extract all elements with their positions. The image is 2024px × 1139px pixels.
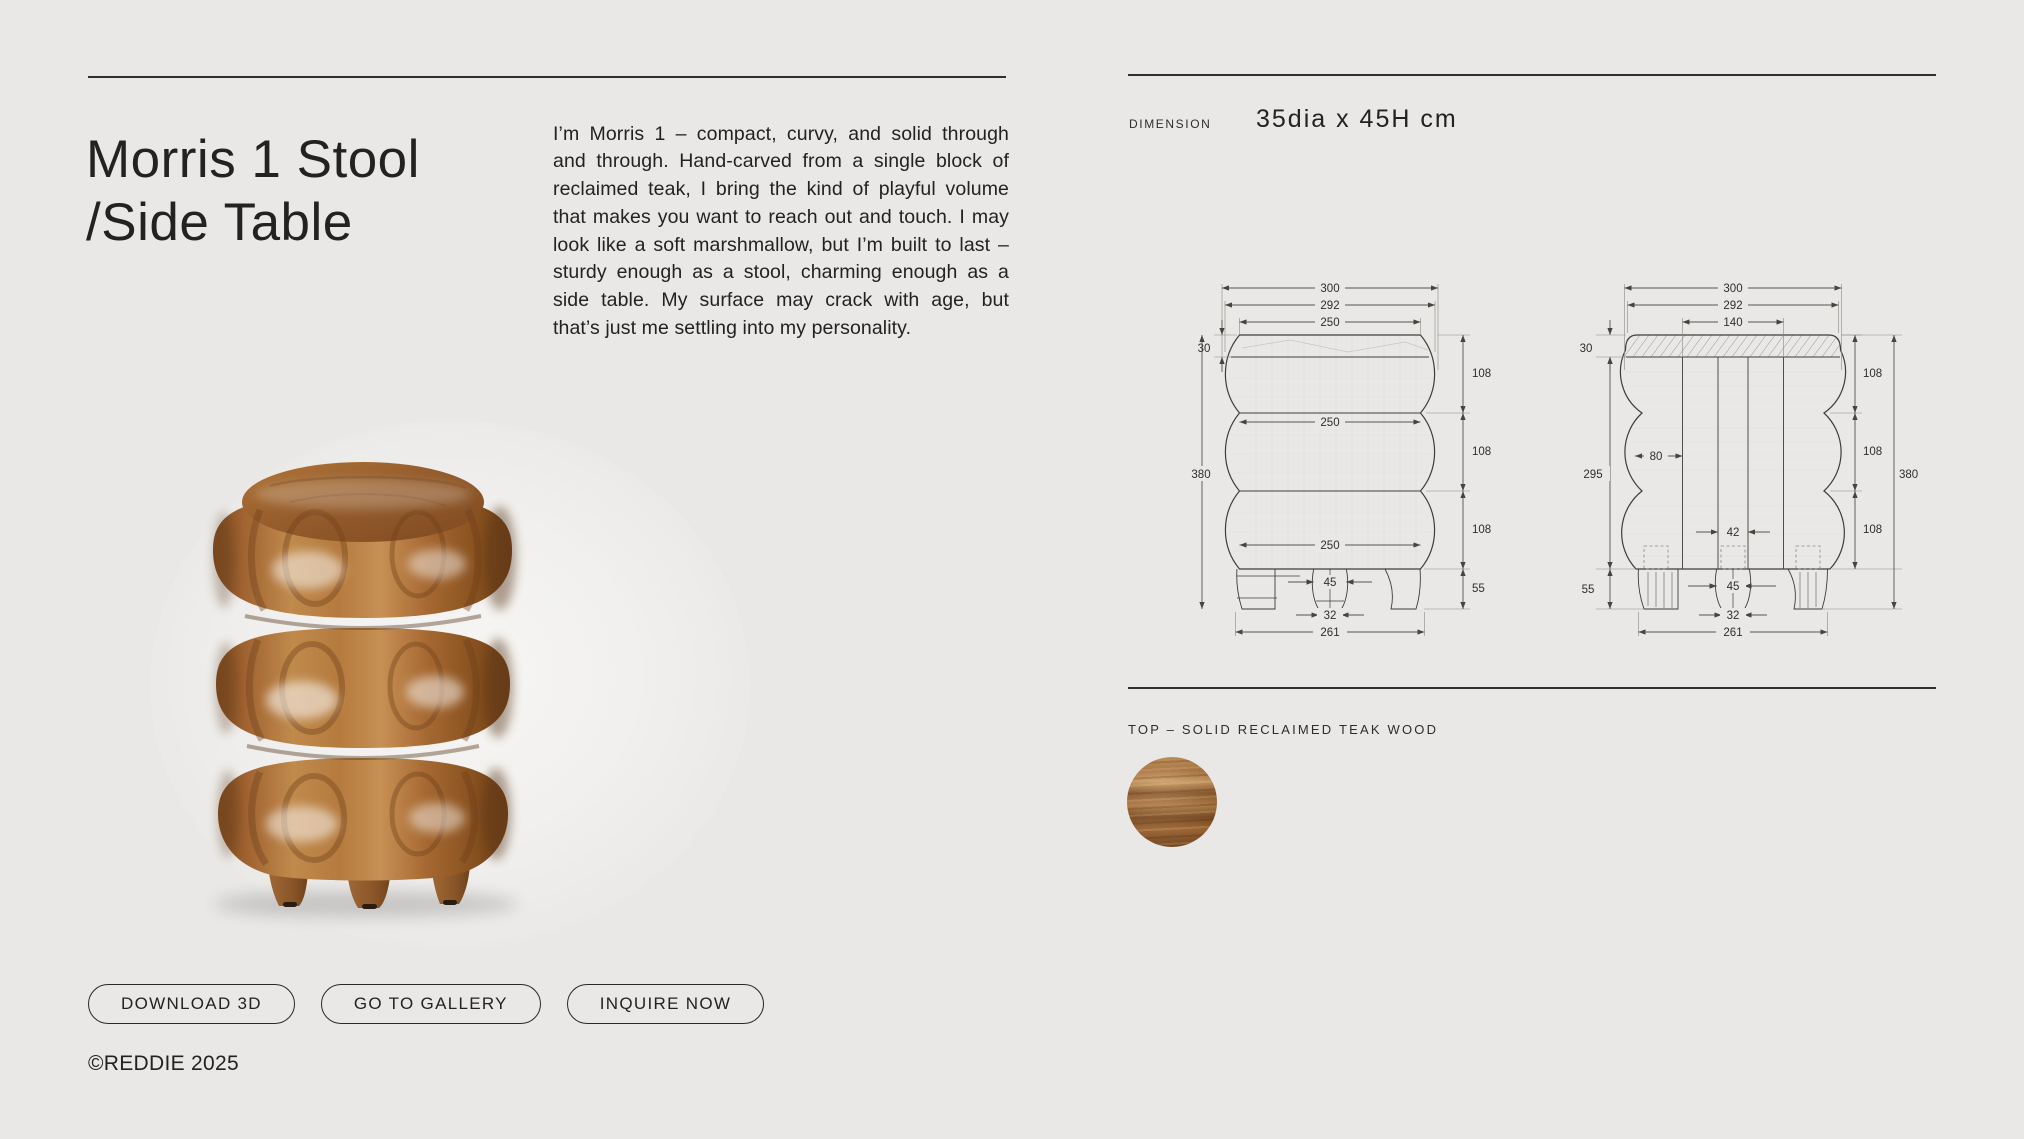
dim-text: 261 (1723, 627, 1743, 639)
front-grain (1228, 336, 1462, 568)
dim-text: 55 (1472, 583, 1485, 595)
dim-text: 380 (1191, 469, 1211, 481)
product-photo (150, 390, 750, 950)
copyright-text: ©REDDIE 2025 (88, 1052, 239, 1075)
dim-text: 295 (1583, 469, 1603, 481)
dim-text: 108 (1863, 524, 1883, 536)
dimension-label: DIMENSION (1129, 117, 1212, 131)
dim-text: 292 (1320, 300, 1340, 312)
dim-text: 250 (1320, 317, 1340, 329)
dim-text: 108 (1472, 524, 1492, 536)
dim-text: 261 (1320, 627, 1340, 639)
dim-text: 45 (1726, 581, 1740, 593)
dim-text: 292 (1723, 300, 1743, 312)
action-buttons (88, 984, 764, 1024)
dim-text: 300 (1723, 283, 1743, 295)
section-grain (1620, 335, 1847, 556)
inquire-now-button[interactable]: INQUIRE NOW (567, 984, 764, 1024)
dim-text: 30 (1579, 343, 1593, 355)
dim-text: 140 (1723, 317, 1743, 329)
teak-wood-swatch[interactable] (1127, 757, 1217, 847)
product-description: I’m Morris 1 – compact, curvy, and solid through and through. Hand-carved from a single block of reclaimed teak, I bring the kind of playful volume that makes you want to reach out and touch. I may look like a soft marshmallow, but I’m built to last – sturdy enough as a stool, charming enough as a side table. My surface may crack with age, but that’s just me settling into my personality. (553, 122, 1009, 340)
page-title-line1: Morris 1 Stool (86, 129, 420, 189)
technical-drawings (1180, 260, 1930, 650)
left-column-divider (88, 76, 1006, 78)
go-to-gallery-button[interactable]: GO TO GALLERY (321, 984, 541, 1024)
dim-text: 108 (1863, 446, 1883, 458)
drawing-front-view (1180, 260, 1510, 650)
drawing-section-view (1560, 260, 1930, 650)
section-tenons (1644, 546, 1820, 569)
dim-text: 108 (1472, 368, 1492, 380)
dim-text: 30 (1197, 343, 1211, 355)
dim-text: 300 (1320, 283, 1340, 295)
dim-text: 250 (1320, 540, 1340, 552)
download-3d-button[interactable]: DOWNLOAD 3D (88, 984, 295, 1024)
front-body-outline (1225, 335, 1434, 569)
dim-text: 108 (1472, 446, 1492, 458)
material-label: TOP – SOLID RECLAIMED TEAK WOOD (1128, 722, 1439, 737)
dim-text: 250 (1320, 417, 1340, 429)
right-column-divider-top (1128, 74, 1936, 76)
dim-text: 108 (1863, 368, 1883, 380)
dim-text: 32 (1323, 610, 1337, 622)
page-title-line2: /Side Table (86, 192, 353, 252)
dim-text: 80 (1649, 451, 1663, 463)
dim-text: 380 (1899, 469, 1919, 481)
top-hatch (1624, 335, 1847, 357)
dimension-value: 35dia x 45H cm (1256, 105, 1458, 133)
page-title (86, 128, 420, 254)
dim-text: 45 (1323, 577, 1337, 589)
dim-text: 55 (1581, 584, 1595, 596)
dim-text: 32 (1726, 610, 1740, 622)
dim-text: 42 (1726, 527, 1740, 539)
right-column-divider-mid (1128, 687, 1936, 689)
